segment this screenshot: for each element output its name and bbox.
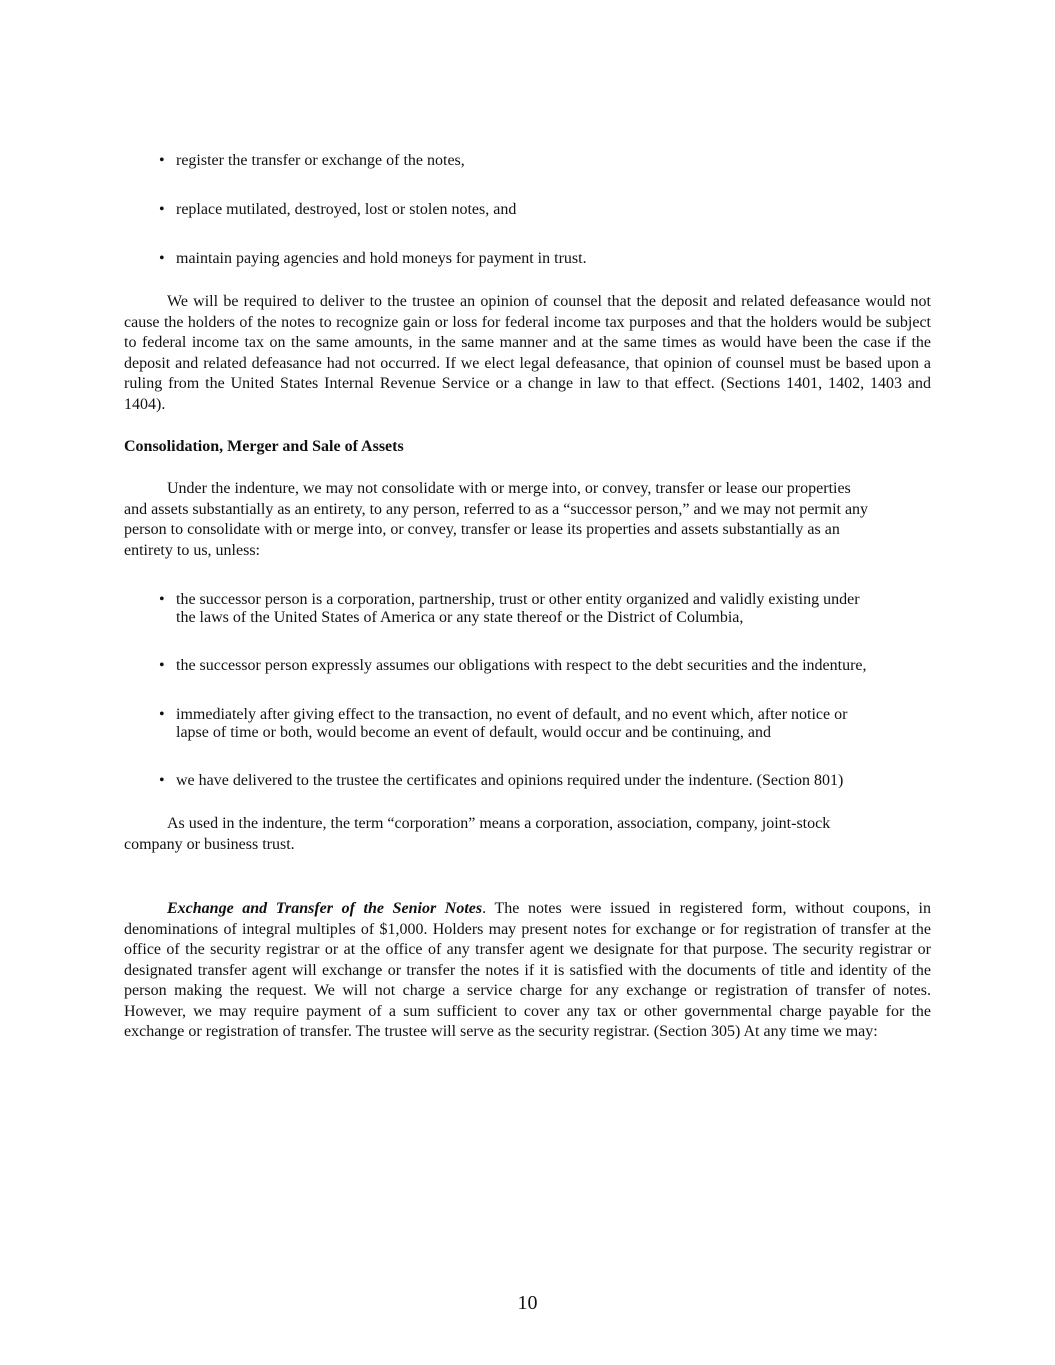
section-heading: Consolidation, Merger and Sale of Assets <box>124 438 404 455</box>
list-item <box>159 771 919 792</box>
paragraph-line-text: As used in the indenture, the term “corporation” means a corporation, association, company, joint-stock <box>167 815 831 832</box>
bullet-icon: • <box>159 772 165 789</box>
exchange-transfer-text: . The notes were issued in registered form, without coupons, in denominations of integral multiples of $1,000. Holders may present notes for exchange or for registration of transfer at the office of the security registrar or at the office of any transfer agent we designate for that purpose. The security registrar or designated transfer agent will exchange or transfer the notes if it is satisfied with the documents of title and identity of the person making the request. We will not charge a service charge for any exchange or registration of transfer of notes. However, we may require payment of a sum sufficient to cover any tax or other governmental charge payable for the exchange or registration of transfer. The trustee will serve as the security registrar. (Section 305) At any time we may: <box>124 900 932 1040</box>
bullet-icon: • <box>159 201 165 218</box>
list-item <box>159 656 919 677</box>
defeasance-paragraph <box>124 292 931 415</box>
paragraph-line: and assets substantially as an entirety, to any person, referred to as a “successor person,” and we may not permit any <box>124 500 869 518</box>
list-item <box>159 249 919 270</box>
list-item-line: the successor person is a corporation, partnership, trust or other entity organized and validly existing under <box>176 591 860 608</box>
list-item-text <box>159 771 919 792</box>
exchange-transfer-paragraph <box>124 899 931 1043</box>
defeasance-text: We will be required to deliver to the trustee an opinion of counsel that the deposit and related defeasance would not cause the holders of the notes to recognize gain or loss for federal income tax purposes and that the holders would be subject to federal income tax on the same amounts, in the same manner and at the same times as would have been the case if the deposit and related defeasance had not occurred. If we elect legal defeasance, that opinion of counsel must be based upon a ruling from the United States Internal Revenue Service or a change in law to that effect. (Sections 1401, 1402, 1403 and 1404). <box>124 293 931 413</box>
corporation-paragraph <box>124 814 931 855</box>
list-item <box>159 200 919 221</box>
list-item-line: lapse of time or both, would become an event of default, would occur and be continuing, and <box>176 723 771 741</box>
page-number: 10 <box>517 1292 538 1314</box>
list-item-text: maintain paying agencies and hold moneys for payment in trust. <box>176 250 587 267</box>
bullet-icon: • <box>159 152 165 169</box>
list-item-line: the laws of the United States of America or any state thereof or the District of Columbia, <box>176 608 744 626</box>
paragraph-line <box>124 479 931 500</box>
list-item-line: we have delivered to the trustee the certificates and opinions required under the indenture. (Section 801) <box>176 772 844 789</box>
list-item-text <box>159 656 919 677</box>
bullet-icon: • <box>159 706 165 723</box>
list-item-text <box>159 590 919 628</box>
bullet-icon: • <box>159 250 165 267</box>
list-item-line: immediately after giving effect to the transaction, no event of default, and no event which, after notice or <box>176 706 848 723</box>
list-item <box>159 590 919 628</box>
paragraph-line: person to consolidate with or merge into, or convey, transfer or lease its properties and assets substantially as an <box>124 521 840 538</box>
list-item <box>159 151 919 172</box>
paragraph-line: entirety to us, unless: <box>124 541 260 559</box>
list-item-line: the successor person expressly assumes our obligations with respect to the debt securities and the indenture, <box>176 657 867 674</box>
list-item-text: register the transfer or exchange of the notes, <box>176 152 465 169</box>
list-item-text <box>159 705 919 743</box>
list-item-text: replace mutilated, destroyed, lost or stolen notes, and <box>176 201 517 218</box>
bullet-icon: • <box>159 657 165 674</box>
paragraph-line: company or business trust. <box>124 835 295 853</box>
bullet-icon: • <box>159 591 165 608</box>
list-item <box>159 705 919 743</box>
paragraph-line <box>124 814 931 835</box>
exchange-transfer-heading: Exchange and Transfer of the Senior Notes <box>167 900 483 917</box>
paragraph-line-text: Under the indenture, we may not consolidate with or merge into, or convey, transfer or lease our properties <box>167 480 851 497</box>
consolidation-paragraph <box>124 479 931 561</box>
